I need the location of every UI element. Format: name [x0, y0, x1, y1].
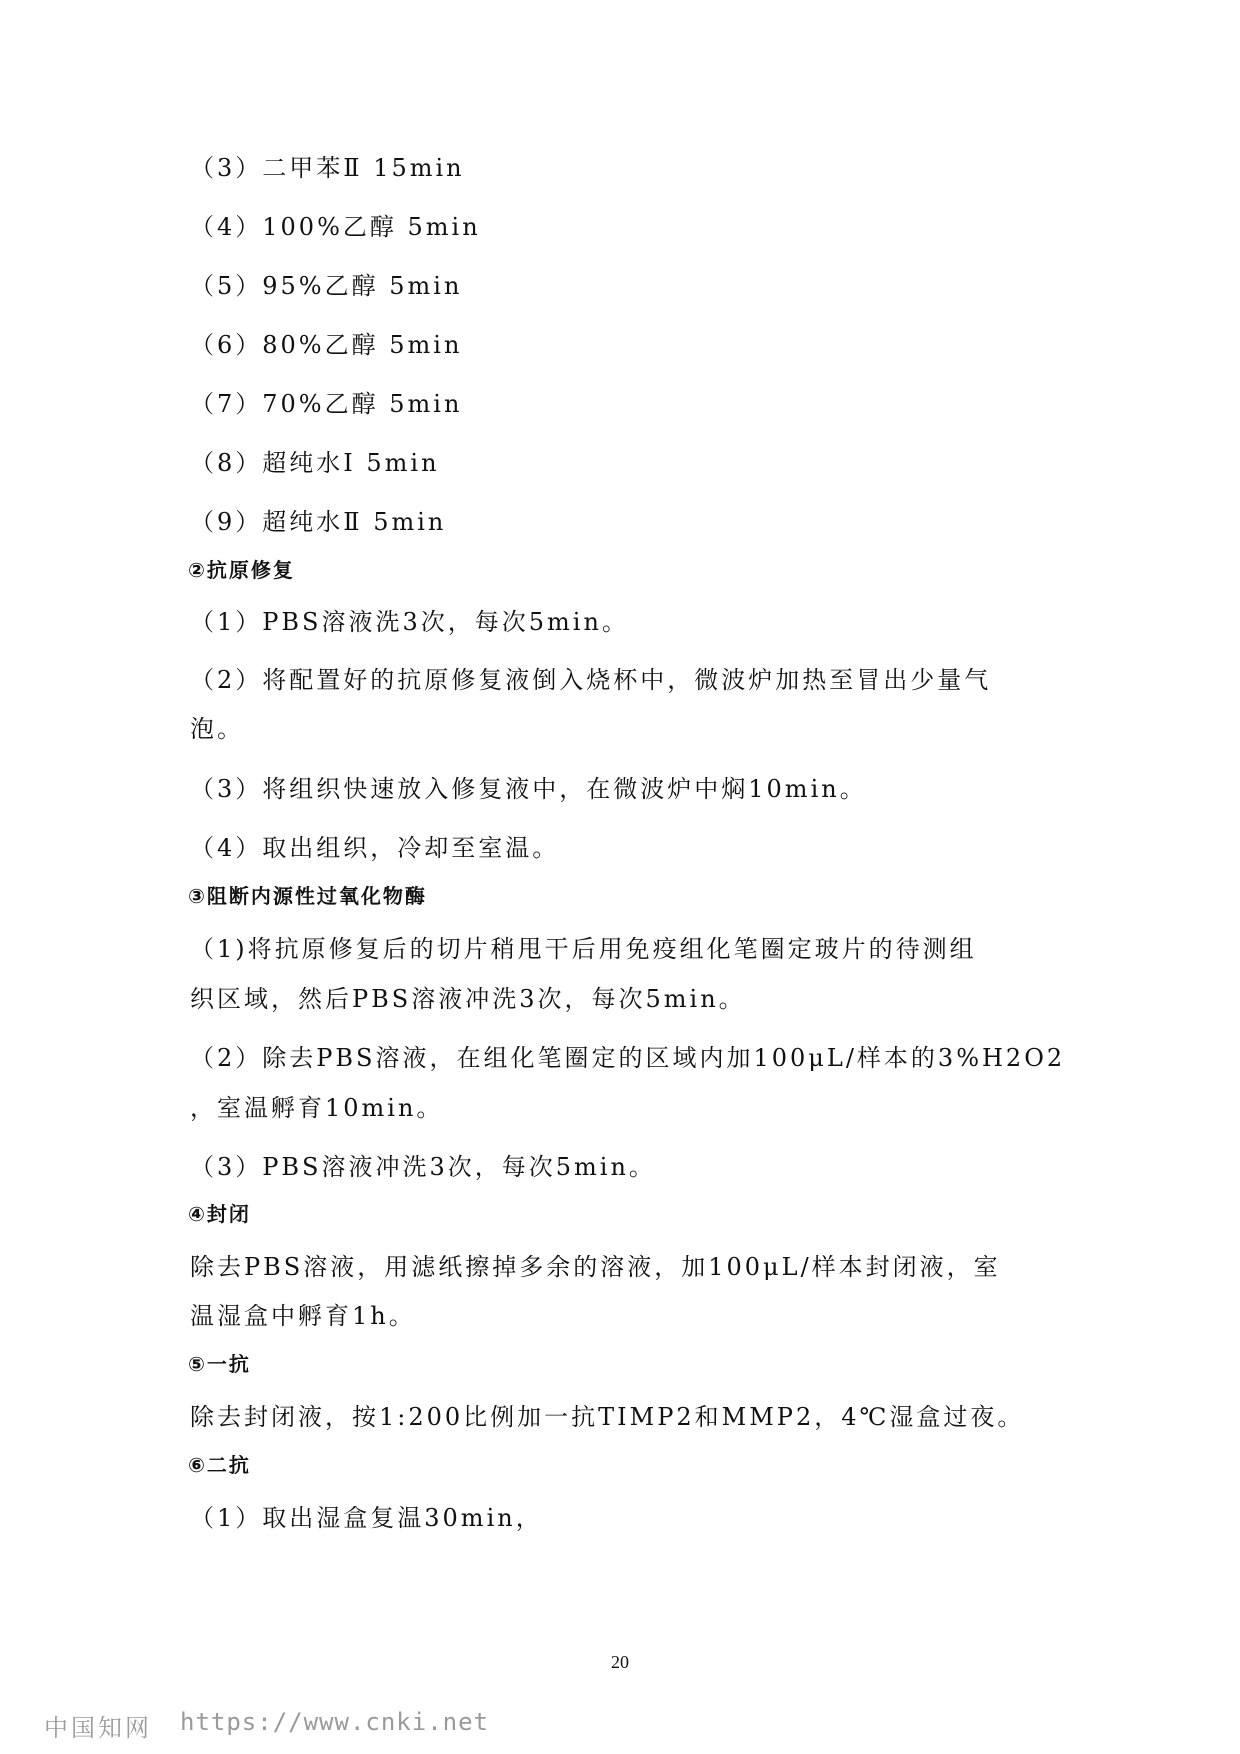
step-line: （4）100%乙醇 5min	[190, 213, 481, 241]
step-line: 织区域，然后PBS溶液冲洗3次，每次5min。	[190, 985, 746, 1013]
step-line: （2）除去PBS溶液，在组化笔圈定的区域内加100μL/样本的3%H2O2	[190, 1044, 1066, 1072]
step-line: （1）取出湿盒复温30min，	[190, 1504, 543, 1532]
section-heading: ③阻断内源性过氧化物酶	[188, 884, 427, 908]
step-line: （3）将组织快速放入修复液中，在微波炉中焖10min。	[190, 775, 867, 803]
watermark-url: https://www.cnki.net	[180, 1708, 489, 1736]
step-line: （4）取出组织，冷却至室温。	[190, 834, 560, 862]
step-line: （3）二甲苯Ⅱ 15min	[190, 154, 465, 182]
step-line: （1)将抗原修复后的切片稍甩干后用免疫组化笔圈定玻片的待测组	[190, 935, 977, 963]
step-line: （8）超纯水Ⅰ 5min	[190, 449, 440, 477]
step-line: （5）95%乙醇 5min	[190, 272, 463, 300]
step-line: （9）超纯水Ⅱ 5min	[190, 508, 447, 536]
step-line: （7）70%乙醇 5min	[190, 390, 463, 418]
watermark-site-name: 中国知网	[44, 1714, 152, 1742]
step-line: 泡。	[190, 715, 244, 743]
paragraph-line: 温湿盒中孵育1h。	[190, 1302, 416, 1330]
step-line: （2）将配置好的抗原修复液倒入烧杯中，微波炉加热至冒出少量气	[190, 666, 992, 694]
paragraph-line: 除去PBS溶液，用滤纸擦掉多余的溶液，加100μL/样本封闭液，室	[190, 1253, 1001, 1281]
section-heading: ⑤一抗	[188, 1352, 251, 1376]
section-heading: ⑥二抗	[188, 1453, 251, 1477]
paragraph-line: 除去封闭液，按1:200比例加一抗TIMP2和MMP2，4℃湿盒过夜。	[190, 1403, 1025, 1431]
page-number: 20	[611, 1652, 629, 1672]
step-line: （3）PBS溶液冲洗3次，每次5min。	[190, 1153, 656, 1181]
step-line: ，室温孵育10min。	[190, 1094, 444, 1122]
section-heading: ②抗原修复	[188, 558, 295, 582]
step-line: （1）PBS溶液洗3次，每次5min。	[190, 608, 629, 636]
section-heading: ④封闭	[188, 1202, 251, 1226]
step-line: （6）80%乙醇 5min	[190, 331, 463, 359]
